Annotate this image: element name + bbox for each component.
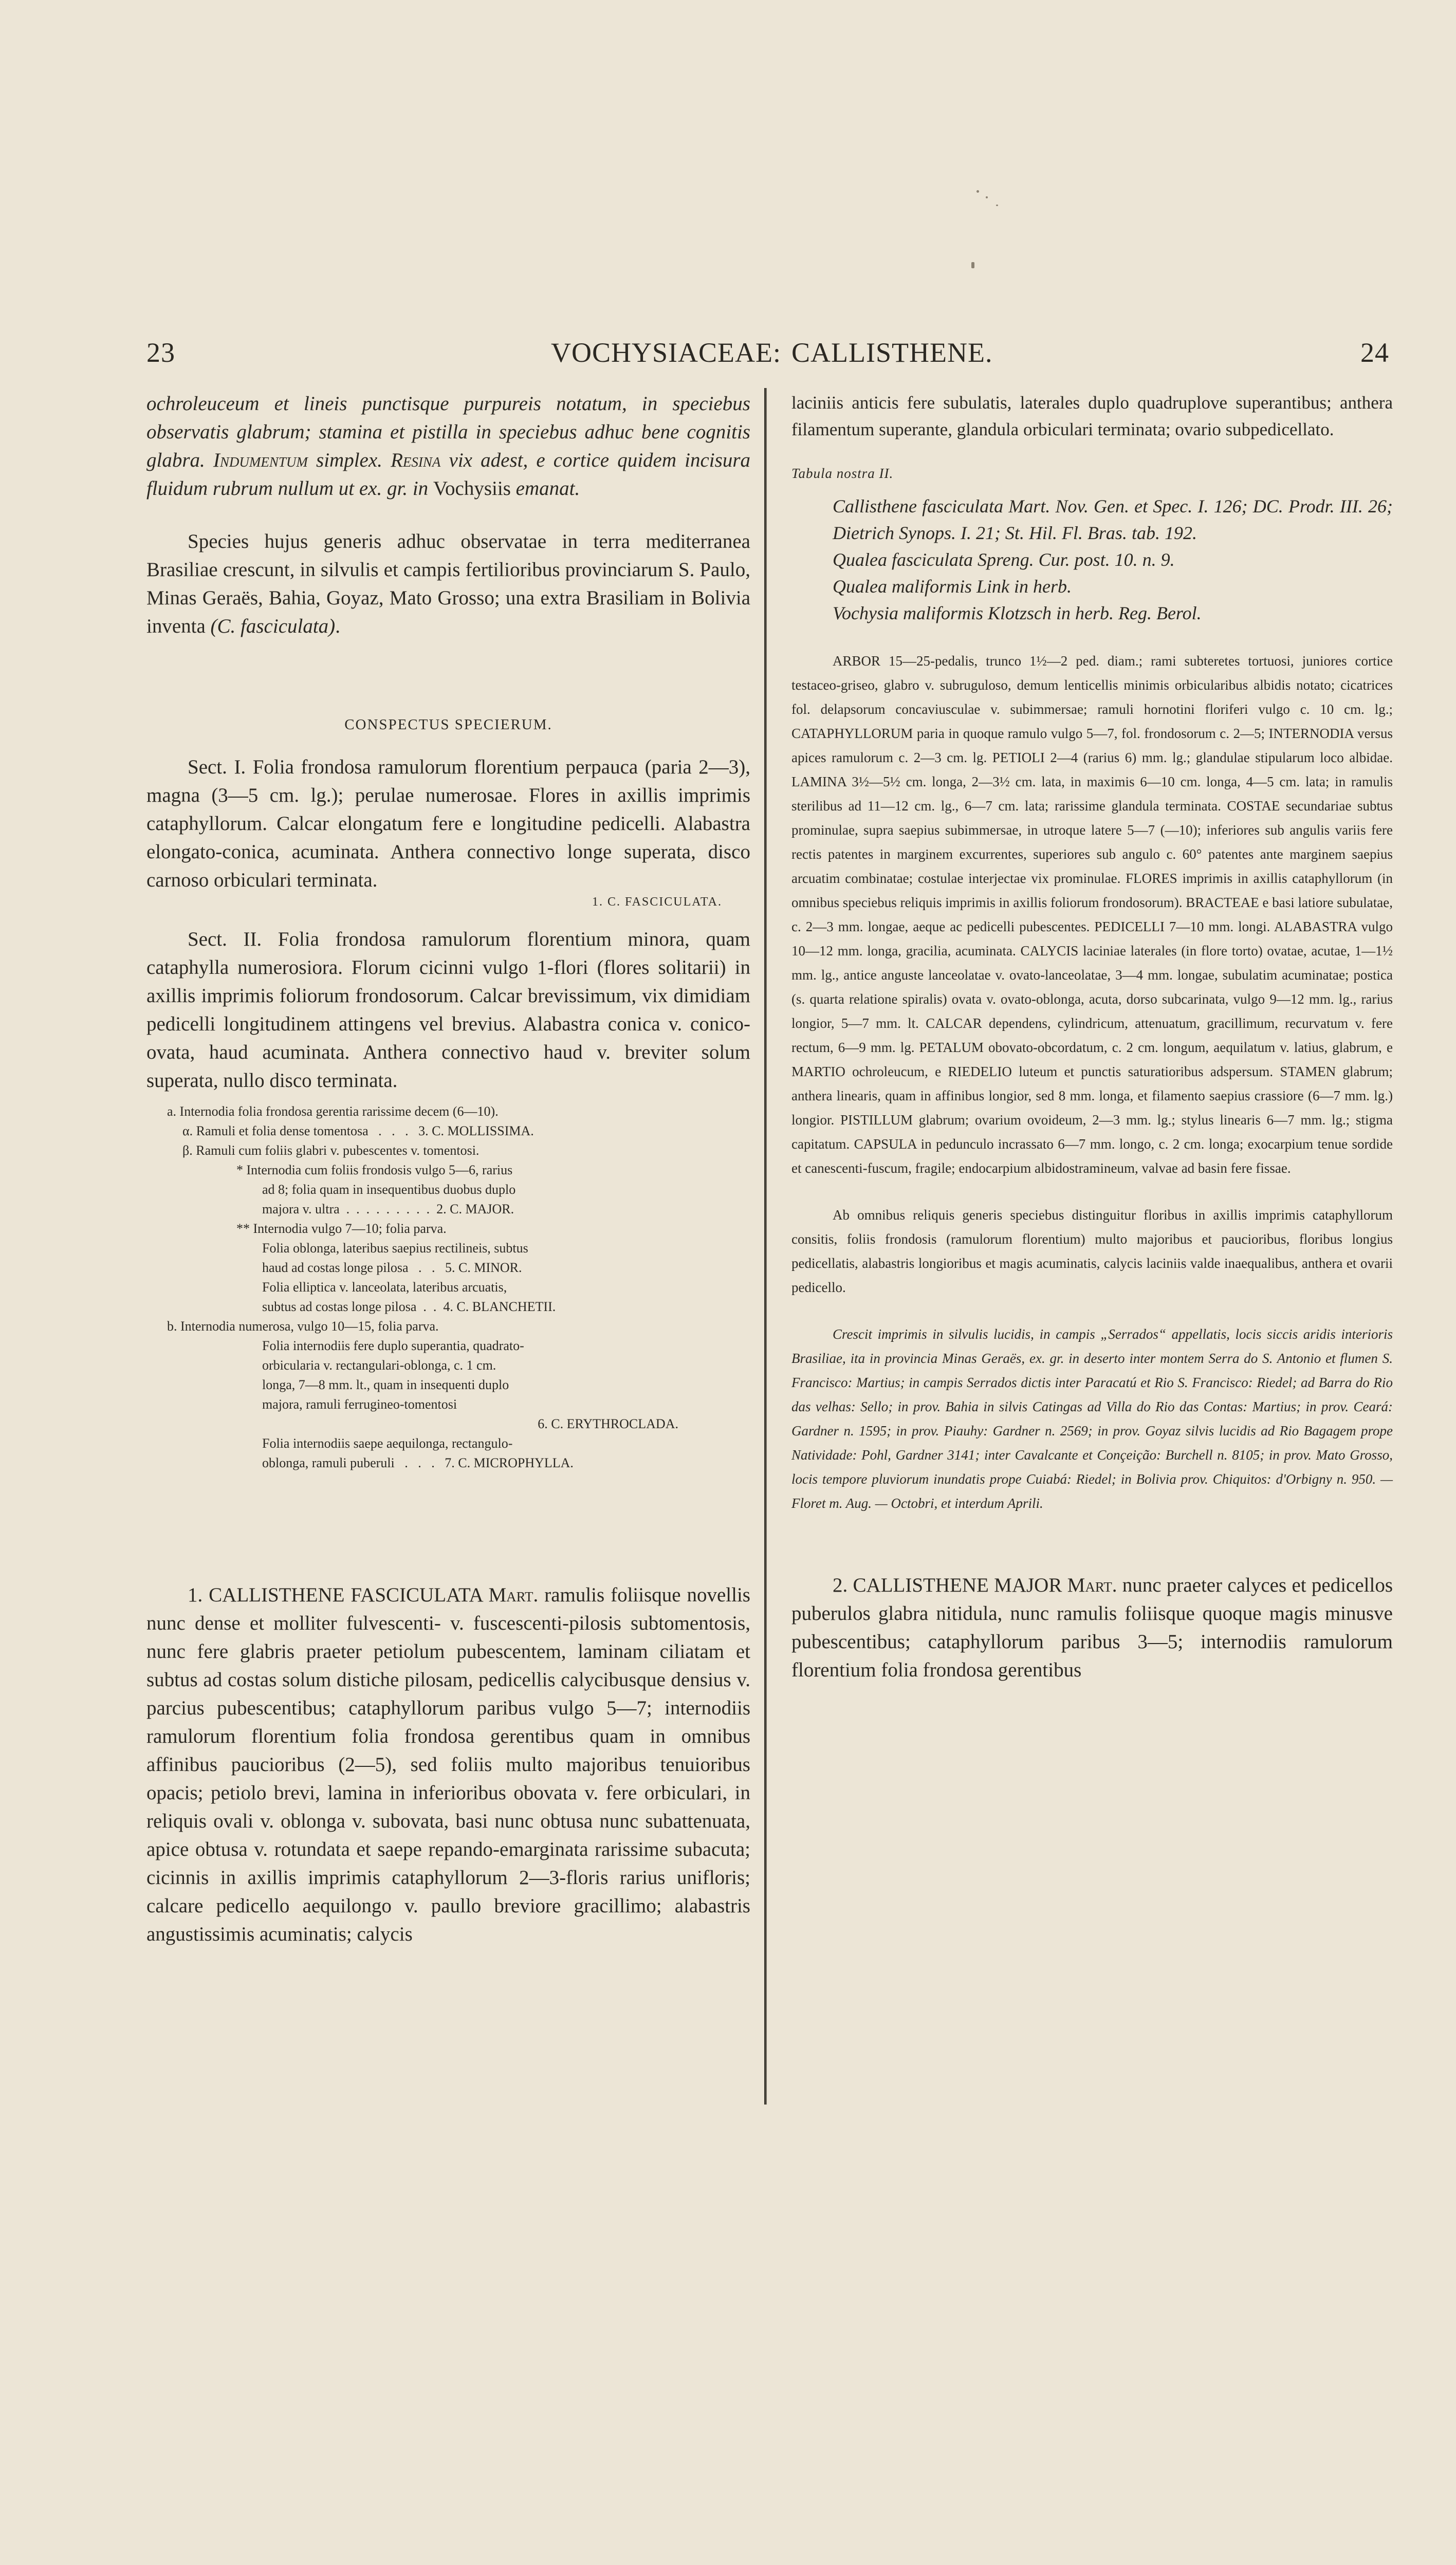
conspectus-heading: CONSPECTUS SPECIERUM. [344, 716, 552, 733]
running-title-right: CALLISTHENE. [791, 337, 993, 368]
page-header [0, 337, 1456, 378]
key-b-5: 6. C. ERYTHROCLADA. [538, 1416, 678, 1431]
key-ds-3: Folia elliptica v. lanceolata, lateribus arcuatis, [262, 1280, 507, 1295]
synonym-3: Qualea maliformis Link in herb. [833, 576, 1072, 597]
habitat-paragraph: Crescit imprimis in silvulis lucidis, in campis „Serrados“ appellatis, locis siccis aridis interioris Brasiliae, ita in provincia Minas Geraës, ex. gr. in deserto inter montem Serra do S. Antonio et flumen S. Francisco: Martius; in campis Serrados dictis inter Paracatú et Rio S. Francisco: Riedel; ad Barra do Rio das velhas: Sello; in prov. Bahia in silvis Catingas ad Villa do Rio das Contas: Martius; in prov. Ceará: Gardner n. 1595; in prov. Piauhy: Gardner n. 2569; in prov. Goyaz silvis lucidis ad Rio Bagagem prope Natividade: Pohl, Gardner 3141; inter Cavalcante et Conçeição: Burchell n. 8105; in prov. Mato Grosso, locis tempore pluviorum inundatis prope Cuiabá: Riedel; in Bolivia prov. Chiquitos: d'Orbigny n. 950. — Floret m. Aug. — Octobri, et interdum Aprili. [791, 1326, 1393, 1511]
description-paragraph: ARBOR 15—25-pedalis, trunco 1½—2 ped. diam.; rami subteretes tortuosi, juniores cortice testaceo-griseo, glabro v. subruguloso, demum lenticellis minimis orbicularibus albidis notato; cicatrices fol. delapsorum concaviusculae v. subimmersae; ramuli hornotini floriferi vulgo c. 10 cm. lg.; CATAPHYLLORUM paria in quoque ramulo vulgo 5—7, fol. frondosorum c. 2—5; INTERNODIA versus apices ramulorum c. 2—3 cm. lg. PETIOLI 2—4 (rarius 6) mm. lg.; glandulae stipularum loco albidae. LAMINA 3½—5½ cm. longa, 2—3½ cm. lata, in maximis 6—10 cm. longa, 4—5 cm. lata; in ramulis sterilibus ad 11—12 cm. lg., 6—7 cm. lata; rarissime glandula terminata. COSTAE secundariae subtus prominulae, supra saepius subimmersae, in utroque latere 5—7 (—10); inferiores sub angulis variis fere rectis patentes in marginem excurrentes, superiores sub angulo c. 60° patentes ante marginem saepius arcuatim combinatae; costulae interjectae vix prominulae. FLORES imprimis in axillis cataphyllorum (in omnibus speciebus reliquis imprimis in axillis foliorum frondosorum). BRACTEAE e basi latiore subulatae, c. 2—3 mm. longae, aeque ac pedicelli pubescentes. PEDICELLI 7—10 mm. longi. ALABASTRA vulgo 10—12 mm. longa, gracilia, acuminata. CALYCIS laciniae laterales (in flore torto) ovatae, acutae, 1—1½ mm. lg., antice anguste lanceolatae v. ovato-lanceolatae, 3—4 mm. longae, subulatim acuminatae; postica (s. quarta relatione spiralis) ovata v. ovato-oblonga, acuta, dorso subcarinata, vulgo 9—12 mm. lg., rarius longior, 5—7 mm. lt. CALCAR dependens, cylindricum, attenuatum, gracillimum, recurvatum v. fere rectum, 6—9 mm. lg. PETALUM obovato-obcordatum, c. 2 cm. longum, aequilatum v. latius, glabrum, e MARTIO ochroleucum, e RIEDELIO luteum et punctis saturatioribus adspersum. STAMEN glabrum; anthera linearis, quam in affinibus longior, sed 8 mm. longa, et filamento saepius crassiore (6—7 mm. lg.) longior. PISTILLUM glabrum; ovarium ovoideum, 2—3 mm. lg.; stylus linearis 6—7 mm. lg.; stigma capitatum. CAPSULA in pedunculo incrassato 6—7 mm. longo, c. 2 cm. longa; exocarpium tenue sordide et canescenti-fuscum, fragile; endocarpium albidostramineum, valvae ad basin fere fissae. [791, 653, 1393, 1176]
key-b-4: majora, ramuli ferrugineo-tomentosi [262, 1397, 457, 1412]
key-beta: β. Ramuli cum foliis glabri v. pubescentes v. tomentosi. [182, 1143, 480, 1158]
column-divider [764, 388, 767, 2105]
key-b-7: oblonga, ramuli puberuli . . . 7. C. MICROPHYLLA. [262, 1455, 574, 1470]
key-star-line2: ad 8; folia quam in insequentibus duobus duplo [262, 1182, 516, 1197]
key-star-line3: majora v. ultra . . . . . . . . . 2. C. MAJOR. [262, 1202, 514, 1216]
key-b: b. Internodia numerosa, vulgo 10—15, folia parva. [167, 1319, 439, 1334]
intro-paragraph: ochroleuceum et lineis punctisque purpureis notatum, in speciebus observatis glabrum; stamina et pistilla in speciebus adhuc bene cognitis glabra. Indumentum simplex. Resina vix adest, e cortice quidem incisura fluidum rubrum nullum ut ex. gr. in Vochysiis emanat. [146, 393, 750, 500]
observation-paragraph: Ab omnibus reliquis generis speciebus distinguitur floribus in axillis imprimis cataphyllorum consitis, foliis frondosis (ramulorum florentium) multo majoribus et paucioribus, floribus longius pedicellatis, alabastris longioribus et magis acuminatis, calycis laciniis valde inaequalibus, anthera et ovarii pedicello. [791, 1207, 1393, 1295]
key-ds-1: Folia oblonga, lateribus saepius rectilineis, subtus [262, 1241, 528, 1256]
section-one: Sect. I. Folia frondosa ramulorum florentium perpauca (paria 2—3), magna (3—5 cm. lg.); perulae numerosae. Flores in axillis imprimis cataphyllorum. Calcar elongatum fere e longitudine pedicelli. Alabastra elongato-conica, acuminata. Anthera connectivo longe superata, disco carnoso orbiculari terminata. [146, 756, 750, 891]
left-column [146, 390, 750, 1948]
species-2-paragraph: 2. CALLISTHENE MAJOR Mart. nunc praeter calyces et pedicellos puberulos glabra nitidula, nunc ramulis foliisque quoque magis minusve pubescentibus; cataphyllorum paribus 3—5; internodiis ramulorum florentium folia frondosa gerentibus [791, 1574, 1393, 1681]
key-doublestar: ** Internodia vulgo 7—10; folia parva. [236, 1221, 447, 1236]
plate-reference: Tabula nostra II. [791, 466, 894, 481]
continued-paragraph: laciniis anticis fere subulatis, laterales duplo quadruplove superantibus; anthera filamentum superante, glandula orbiculari terminata; ovario subpedicellato. [791, 393, 1393, 439]
synonym-2: Qualea fasciculata Spreng. Cur. post. 10. n. 9. [833, 549, 1175, 570]
key-alpha: α. Ramuli et folia dense tomentosa . . . 3. C. MOLLISSIMA. [182, 1123, 534, 1138]
key-ds-2: haud ad costas longe pilosa . . 5. C. MINOR. [262, 1260, 522, 1275]
paper-specks [956, 185, 1018, 278]
running-title-left: VOCHYSIACEAE: [550, 337, 781, 368]
key-b-2: orbicularia v. rectangulari-oblonga, c. 1 cm. [262, 1358, 496, 1373]
key-a: a. Internodia folia frondosa gerentia rarissime decem (6—10). [167, 1104, 499, 1119]
page-number-right: 24 [1360, 337, 1389, 368]
key-ds-4: subtus ad costas longe pilosa . . 4. C. BLANCHETII. [262, 1299, 556, 1314]
synonym-4: Vochysia maliformis Klotzsch in herb. Reg. Berol. [833, 603, 1202, 623]
key-b-6: Folia internodiis saepe aequilonga, rectangulo- [262, 1436, 513, 1451]
key-b-1: Folia internodiis fere duplo superantia, quadrato- [262, 1338, 524, 1353]
synonym-1: Callisthene fasciculata Mart. Nov. Gen. et Spec. I. 126; DC. Prodr. III. 26; Dietrich Synops. I. 21; St. Hil. Fl. Bras. tab. 192. [833, 496, 1393, 543]
synonymy [791, 493, 1393, 626]
distribution-paragraph: Species hujus generis adhuc observatae in terra mediterranea Brasiliae crescunt, in silvulis et campis fertilioribus provinciarum S. Paulo, Minas Geraës, Bahia, Goyaz, Mato Grosso; una extra Brasiliam in Bolivia inventa (C. fasciculata). [146, 530, 750, 637]
species-key [146, 1102, 750, 1473]
page-number-left: 23 [146, 337, 175, 368]
section-two: Sect. II. Folia frondosa ramulorum florentium minora, quam cataphylla numerosiora. Florum cicinni vulgo 1-flori (flores solitarii) in axillis imprimis foliorum frondosorum. Calcar brevissimum, vix dimidiam pedicelli longitudinem attingens vel brevius. Alabastra conica v. conico-ovata, haud acuminata. Anthera connectivo haud v. breviter solum superata, nullo disco terminata. [146, 928, 750, 1092]
key-b-3: longa, 7—8 mm. lt., quam in insequenti duplo [262, 1377, 509, 1392]
right-column [791, 390, 1393, 1684]
species-1-paragraph: 1. CALLISTHENE FASCICULATA Mart. ramulis foliisque novellis nunc dense et molliter fulvescenti- v. fuscescenti-pilosis subtomentosis, nunc fere glabris praeter petiolum pubescentem, laminam ciliatam et subtus ad costas solum distiche pilosam, pedicellis calycibusque densius v. parcius pubescentibus; cataphyllorum paribus vulgo 5—7; internodiis ramulorum florentium folia frondosa gerentibus quam in omnibus affinibus paucioribus (2—5), sed foliis multo majoribus tenuioribus opacis; petiolo brevi, lamina in inferioribus obovata v. fere orbiculari, in reliquis ovali v. oblonga v. subovata, basi nunc obtusa nunc subattenuata, apice obtusa v. rotundata et saepe repando-emarginata rarissime subacuta; cicinnis in axillis imprimis cataphyllorum 2—3-floris rarius unifloris; calcare pedicello aequilongo v. paullo breviore gracillimo; alabastris angustissimis acuminatis; calycis [146, 1584, 750, 1945]
key-star: * Internodia cum foliis frondosis vulgo 5—6, rarius [236, 1162, 513, 1177]
sect1-species-ref: 1. C. FASCICULATA. [592, 895, 722, 909]
